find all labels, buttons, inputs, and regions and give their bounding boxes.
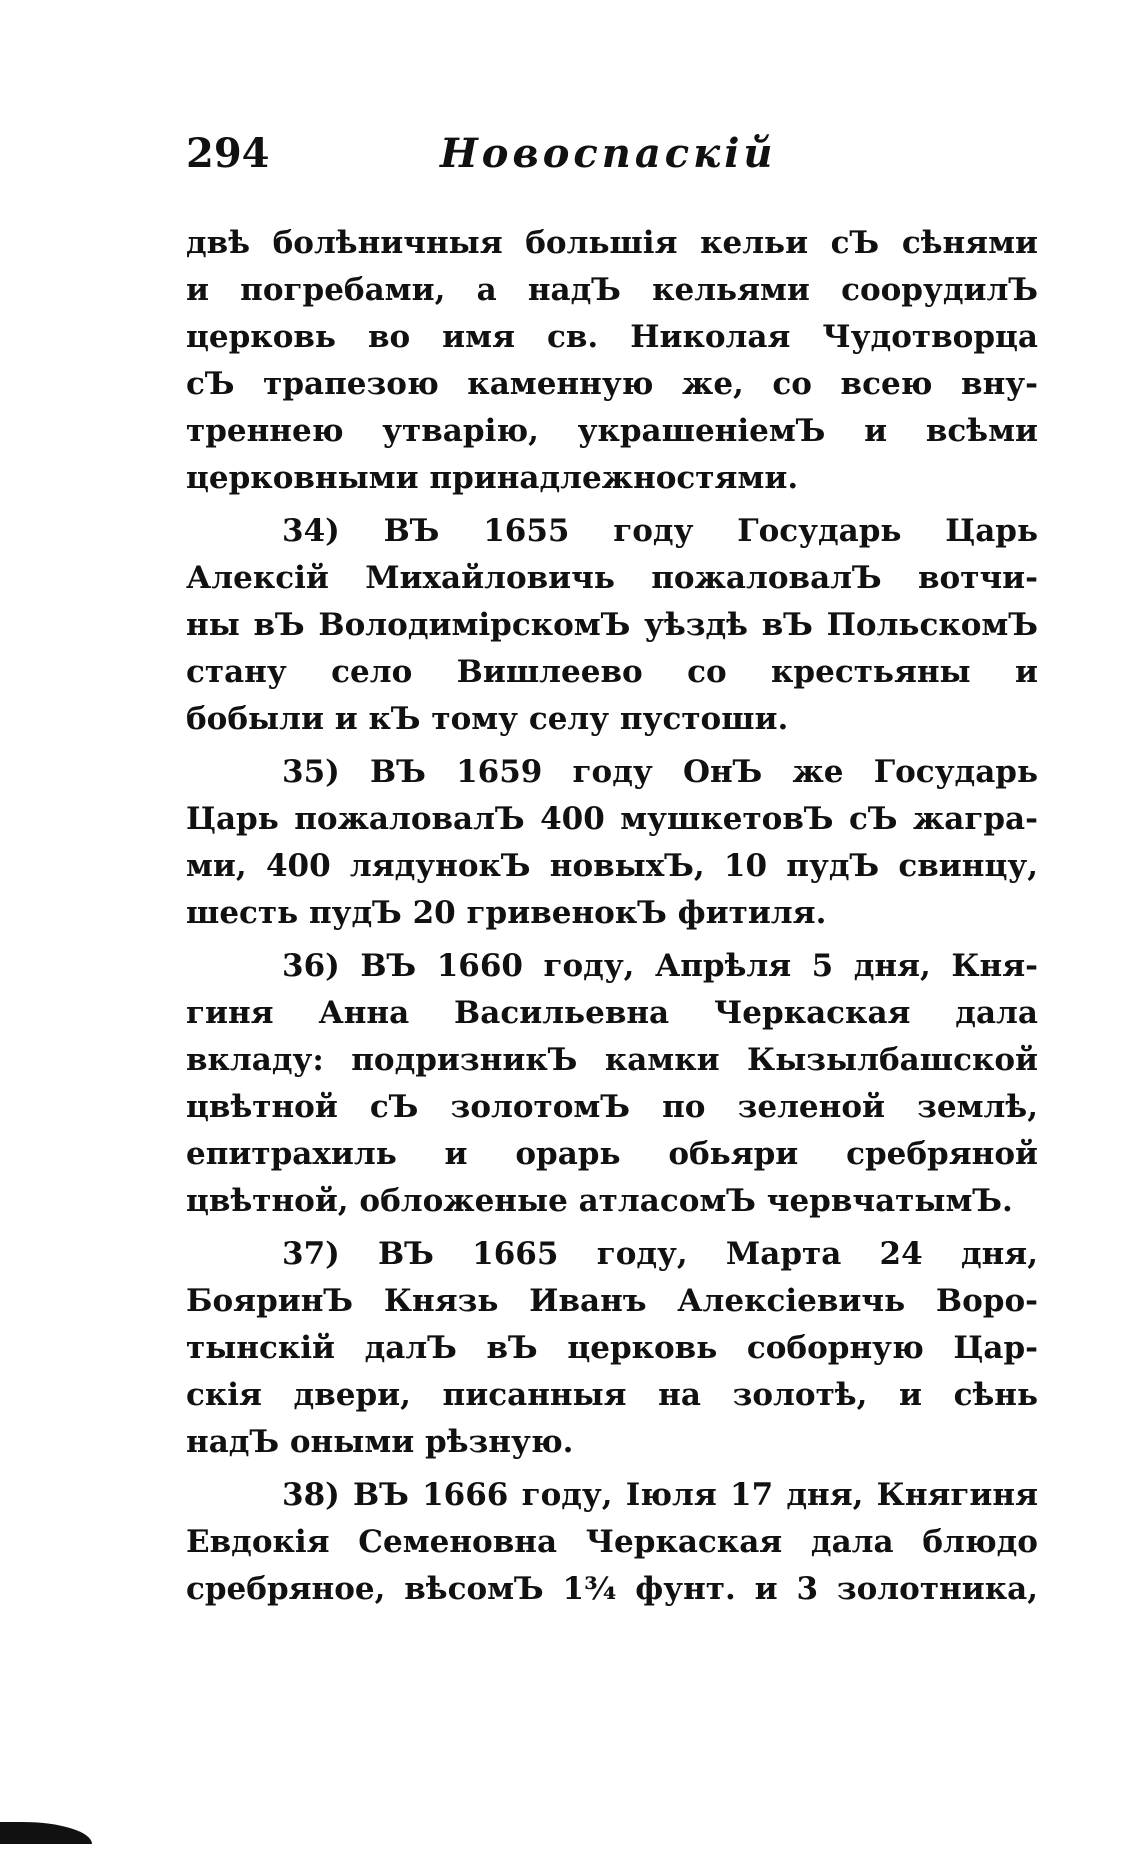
text-line: ны вЪ ВолодимірскомЪ уѣздѣ вЪ ПольскомЪ bbox=[186, 607, 1038, 643]
paragraph-37 bbox=[186, 1231, 1038, 1466]
paragraph-34 bbox=[186, 508, 1038, 743]
page-number: 294 bbox=[186, 130, 270, 177]
text-line: вкладу: подризникЪ камки Кызылбашской bbox=[186, 1042, 1038, 1078]
text-line: 38) ВЪ 1666 году, Іюля 17 дня, Княгиня bbox=[282, 1477, 1038, 1513]
paragraph-38 bbox=[186, 1472, 1038, 1613]
text-line: церковь во имя св. Николая Чудотворца bbox=[186, 319, 1038, 355]
text-line: БояринЪ Князь Иванъ Алексіевичь Воро- bbox=[186, 1283, 1038, 1319]
paragraph-35 bbox=[186, 749, 1038, 937]
text-line: двѣ болѣничныя большія кельи сЪ сѣнями bbox=[186, 225, 1038, 261]
paragraph-1 bbox=[186, 220, 1038, 502]
running-head bbox=[186, 128, 1038, 188]
text-body bbox=[186, 220, 1038, 1619]
text-line: сЪ трапезою каменную же, со всею вну- bbox=[186, 366, 1038, 402]
text-line: и погребами, а надЪ кельями соорудилЪ bbox=[186, 272, 1038, 308]
text-line: Царь пожаловалЪ 400 мушкетовЪ сЪ жагра- bbox=[186, 801, 1038, 837]
text-line: шесть пудЪ 20 гривенокЪ фитиля. bbox=[186, 895, 827, 931]
text-line: 36) ВЪ 1660 году, Апрѣля 5 дня, Кня- bbox=[282, 948, 1038, 984]
text-line: 34) ВЪ 1655 году Государь Царь bbox=[282, 513, 1038, 549]
text-line: 35) ВЪ 1659 году ОнЪ же Государь bbox=[282, 754, 1038, 790]
ink-smudge bbox=[0, 1822, 92, 1844]
text-line: гиня Анна Васильевна Черкаская дала bbox=[186, 995, 1038, 1031]
text-line: Алексій Михайловичь пожаловалЪ вотчи- bbox=[186, 560, 1038, 596]
text-line: скія двери, писанныя на золотѣ, и сѣнь bbox=[186, 1377, 1038, 1413]
text-line: епитрахиль и орарь обьяри сребряной bbox=[186, 1136, 1038, 1172]
text-line: сребряное, вѣсомЪ 1¾ фунт. и 3 золотника, bbox=[186, 1571, 1038, 1607]
text-line: 37) ВЪ 1665 году, Марта 24 дня, bbox=[282, 1236, 1038, 1272]
text-line: ми, 400 лядунокЪ новыхЪ, 10 пудЪ свинцу, bbox=[186, 848, 1038, 884]
running-title: Новоспаскій bbox=[440, 130, 777, 177]
text-line: надЪ оными рѣзную. bbox=[186, 1424, 574, 1460]
text-line: тынскій далЪ вЪ церковь соборную Цар- bbox=[186, 1330, 1038, 1366]
text-line: Евдокія Семеновна Черкаская дала блюдо bbox=[186, 1524, 1038, 1560]
text-line: бобыли и кЪ тому селу пустоши. bbox=[186, 701, 789, 737]
text-line: цвѣтной сЪ золотомЪ по зеленой землѣ, bbox=[186, 1089, 1038, 1125]
text-line: стану село Вишлеево со крестьяны и bbox=[186, 654, 1038, 690]
paragraph-36 bbox=[186, 943, 1038, 1225]
text-line: церковными принадлежностями. bbox=[186, 460, 799, 496]
text-line: треннею утварію, украшеніемЪ и всѣми bbox=[186, 413, 1038, 449]
text-line: цвѣтной, обложеные атласомЪ червчатымЪ. bbox=[186, 1183, 1013, 1219]
